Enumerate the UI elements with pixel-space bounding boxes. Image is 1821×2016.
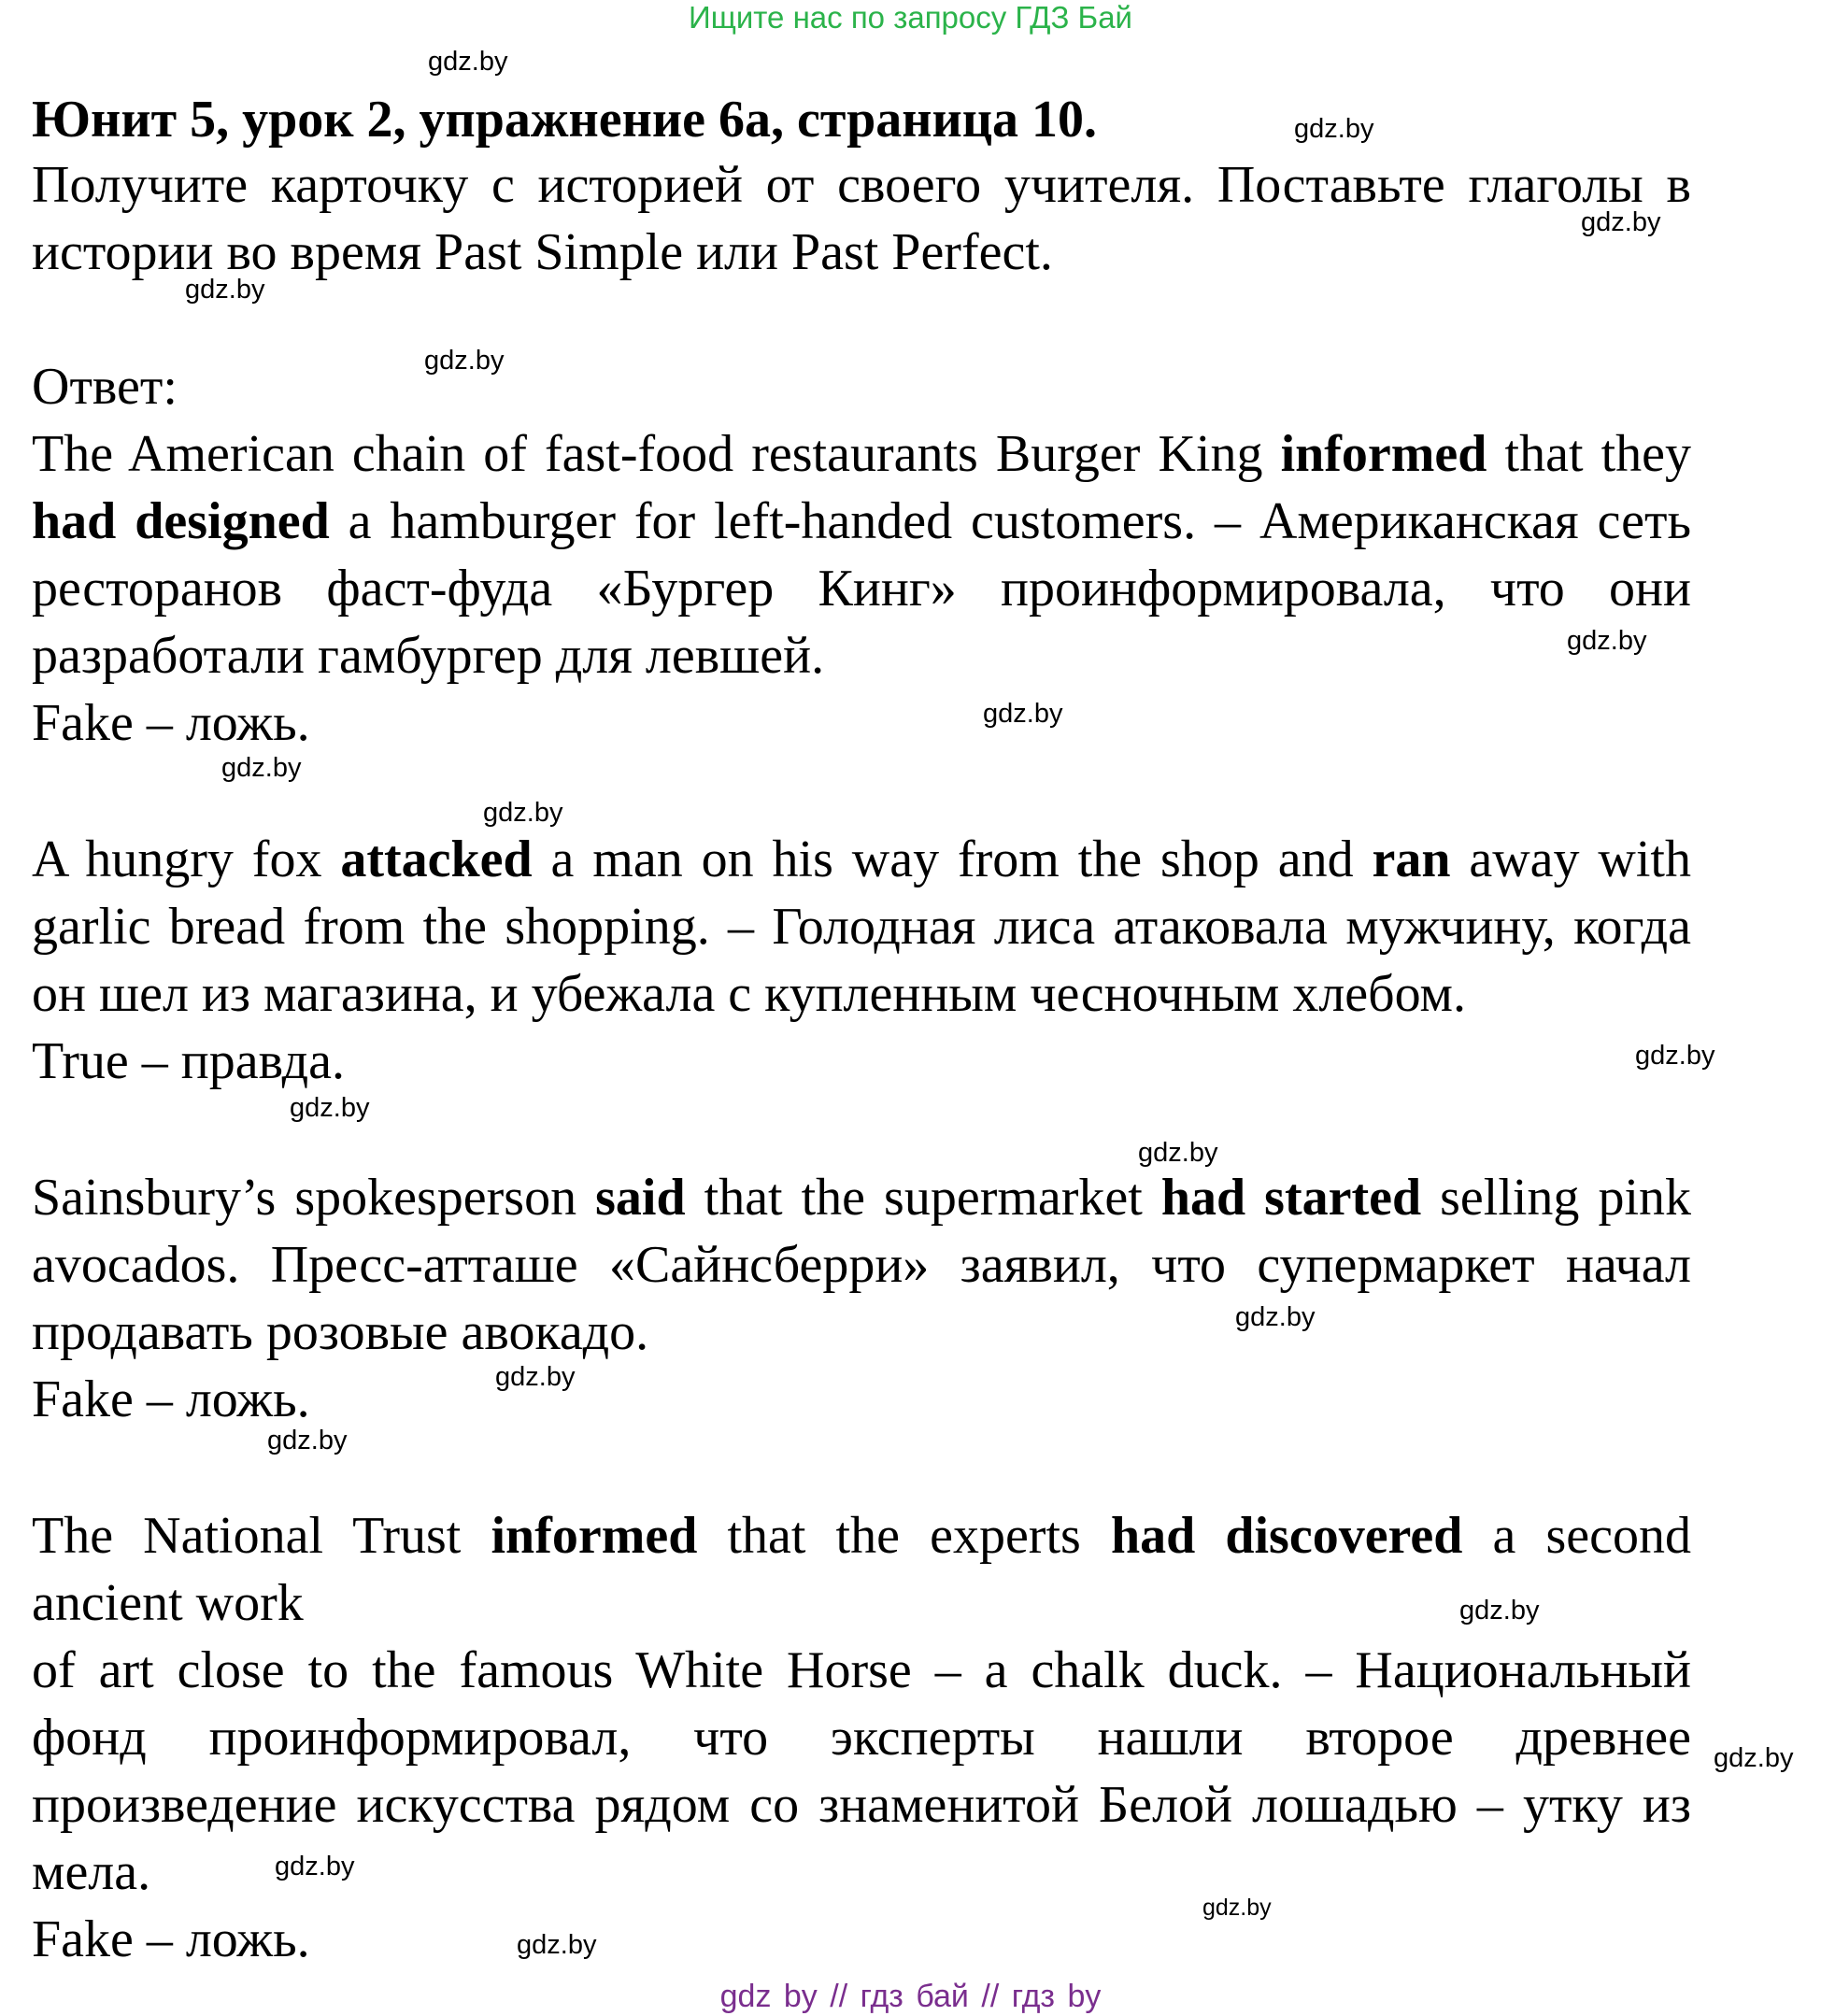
top-banner: Ищите нас по запросу ГДЗ Бай xyxy=(689,0,1132,35)
story-4-line-3: of art close to the famous White Horse – a chalk duck. – Национальный xyxy=(32,1641,1691,1699)
watermark: gdz.by xyxy=(1635,1041,1715,1071)
watermark: gdz.by xyxy=(517,1930,597,1960)
watermark: gdz.by xyxy=(1459,1596,1540,1626)
watermark: gdz.by xyxy=(428,47,508,77)
watermark: gdz.by xyxy=(983,699,1063,729)
footer-watermark: gdz by // гдз бай // гдз by xyxy=(719,1979,1102,2014)
watermark: gdz.by xyxy=(185,275,265,305)
watermark: gdz.by xyxy=(275,1852,355,1881)
story-4-line-6: мела. xyxy=(32,1843,151,1901)
story-4-verb-1: informed xyxy=(491,1507,698,1565)
watermark: gdz.by xyxy=(1235,1302,1316,1332)
story-2-line-3: он шел из магазина, и убежала с купленным чесночным хлебом. xyxy=(32,965,1466,1023)
watermark: gdz.by xyxy=(1294,114,1374,144)
story-2-verb-2: ran xyxy=(1372,831,1451,888)
story-1-line-3: ресторанов фаст-фуда «Бургер Кинг» проинформировала, что они xyxy=(32,560,1691,618)
story-4-verdict: Fake – ложь. xyxy=(32,1910,310,1968)
story-3-verb-1: said xyxy=(595,1169,686,1227)
page-title: Юнит 5, урок 2, упражнение 6а, страница 10. xyxy=(32,91,1098,149)
story-1-line-1: The American chain of fast-food restaurants Burger King informed that they xyxy=(32,425,1691,483)
story-2-line-1: A hungry fox attacked a man on his way from the shop and ran away with xyxy=(32,831,1691,888)
story-3-line-2: avocados. Пресс-атташе «Сайнсберри» заявил, что супермаркет начал xyxy=(32,1236,1691,1294)
answer-label: Ответ: xyxy=(32,358,178,416)
story-4-line-5: произведение искусства рядом со знаменитой Белой лошадью – утку из xyxy=(32,1776,1691,1834)
story-2-line-2: garlic bread from the shopping. – Голодная лиса атаковала мужчину, когда xyxy=(32,898,1691,956)
watermark: gdz.by xyxy=(1202,1895,1272,1921)
watermark: gdz.by xyxy=(290,1093,370,1123)
story-4-line-2: ancient work xyxy=(32,1574,304,1632)
story-1-line-4: разработали гамбургер для левшей. xyxy=(32,627,825,685)
story-1-verb-1: informed xyxy=(1280,425,1487,483)
task-line-2: истории во время Past Simple или Past Perfect. xyxy=(32,223,1053,281)
watermark: gdz.by xyxy=(483,798,563,828)
watermark: gdz.by xyxy=(1138,1138,1218,1168)
watermark: gdz.by xyxy=(1581,207,1661,237)
watermark: gdz.by xyxy=(221,753,302,783)
watermark: gdz.by xyxy=(267,1426,348,1455)
watermark: gdz.by xyxy=(424,346,505,376)
story-3-line-3: продавать розовые авокадо. xyxy=(32,1303,649,1361)
story-3-line-1: Sainsbury’s spokesperson said that the supermarket had started selling pink xyxy=(32,1169,1692,1227)
watermark: gdz.by xyxy=(495,1362,576,1392)
story-2-verb-1: attacked xyxy=(340,831,533,888)
watermark: gdz.by xyxy=(1567,626,1647,656)
story-4-verb-2: had discovered xyxy=(1110,1507,1463,1565)
story-4-line-4: фонд проинформировал, что эксперты нашли второе древнее xyxy=(32,1709,1691,1767)
task-line-1: Получите карточку с историей от своего учителя. Поставьте глаголы в xyxy=(32,156,1691,214)
story-2-verdict: True – правда. xyxy=(32,1032,345,1090)
story-1-verb-2: had designed xyxy=(32,492,330,550)
story-1-verdict: Fake – ложь. xyxy=(32,694,310,752)
story-3-verb-2: had started xyxy=(1160,1169,1422,1227)
story-1-line-2: had designed a hamburger for left-handed customers. – Американская сеть xyxy=(32,492,1691,550)
story-4-line-1: The National Trust informed that the experts had discovered a second xyxy=(32,1507,1692,1565)
watermark: gdz.by xyxy=(1714,1743,1794,1773)
story-3-verdict: Fake – ложь. xyxy=(32,1370,310,1428)
